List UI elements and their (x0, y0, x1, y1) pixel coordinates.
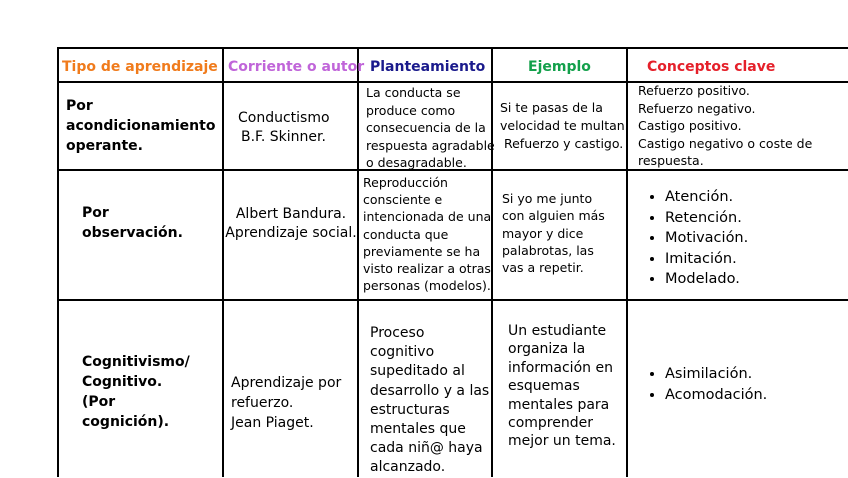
row2-author: Albert Bandura. Aprendizaje social. (225, 206, 357, 241)
list-item: • Modelado. (665, 269, 748, 290)
row1-concepts: Refuerzo positivo. Refuerzo negativo. Castigo positivo. Castigo negativo o coste de respuesta. (638, 83, 813, 168)
row3-concepts (643, 364, 767, 405)
row3-approach: Proceso cognitivo supeditado al desarrollo y a las estructuras mentales que cada niñ@ haya alcanzado. (370, 325, 490, 476)
row2-type: Por observación. (82, 205, 183, 241)
column-divider-1 (222, 47, 224, 477)
row1-approach: La conducta se produce como consecuencia de la respuesta agradable o desagradable. (366, 85, 495, 170)
header-ejemplo: Ejemplo (528, 59, 591, 75)
header-corriente: Corriente o autor (228, 59, 365, 75)
row1-type: Por acondicionamiento operante. (66, 98, 216, 154)
list-item: • Acomodación. (665, 385, 767, 406)
list-item: • Motivación. (665, 228, 748, 249)
row3-type: Cognitivismo/ Cognitivo. (Por cognición). (82, 354, 190, 430)
row3-example: Un estudiante organiza la información en esquemas mentales para comprender mejor un tema. (508, 323, 616, 450)
list-item: • Atención. (665, 187, 748, 208)
column-divider-0 (57, 47, 59, 477)
list-item: • Asimilación. (665, 364, 767, 385)
header-tipo: Tipo de aprendizaje (62, 59, 218, 75)
row3-author: Aprendizaje por refuerzo. Jean Piaget. (231, 375, 342, 431)
table-border-top (57, 47, 848, 49)
row1-example: Si te pasas de la velocidad te multan. Refuerzo y castigo. (500, 100, 629, 151)
row2-approach: Reproducción consciente e intencionada de una conducta que previamente se ha visto realizar a otras personas (modelos). (363, 175, 492, 294)
row2-concepts (643, 187, 748, 290)
row1-author: Conductismo B.F. Skinner. (238, 110, 330, 145)
row2-example: Si yo me junto con alguien más mayor y dice palabrotas, las vas a repetir. (502, 191, 605, 276)
column-divider-2 (357, 47, 359, 477)
list-item: • Imitación. (665, 249, 748, 270)
header-conceptos: Conceptos clave (647, 59, 776, 75)
header-planteamiento: Planteamiento (370, 59, 486, 75)
list-item: • Retención. (665, 208, 748, 229)
row-divider-2 (57, 299, 848, 301)
